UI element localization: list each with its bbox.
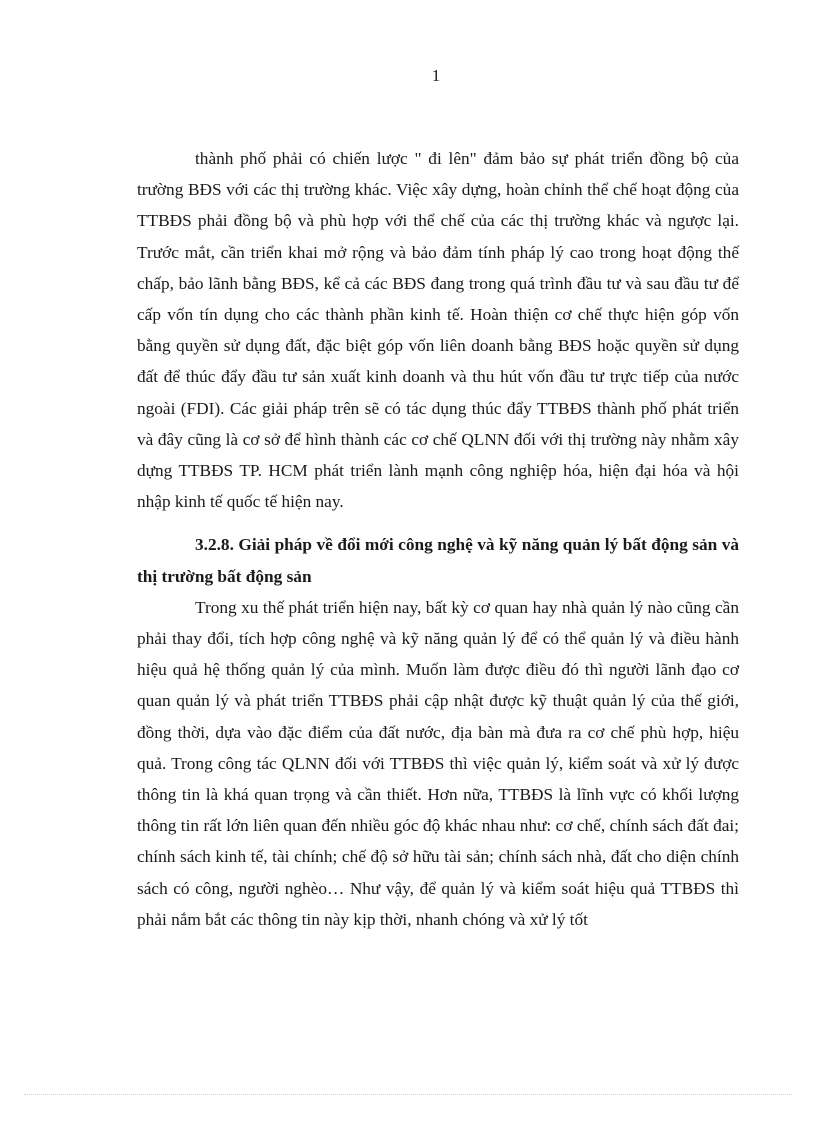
document-body	[137, 143, 739, 935]
footer-divider	[24, 1094, 792, 1095]
paragraph-intro: thành phố phải có chiến lược " đi lên" đảm bảo sự phát triển đồng bộ của trường BĐS với các thị trường khác. Việc xây dựng, hoàn chỉnh thể chế hoạt động của TTBĐS phải đồng bộ và phù hợp với thể chế của các thị trường khác và ngược lại. Trước mắt, cần triển khai mở rộng và bảo đảm tính pháp lý cao trong hoạt động thế chấp, bảo lãnh bằng BĐS, kể cả các BĐS đang trong quá trình đầu tư và sau đầu tư để cấp vốn tín dụng cho các thành phần kinh tế. Hoàn thiện cơ chế thực hiện góp vốn bằng quyền sử dụng đất, đặc biệt góp vốn liên doanh bằng BĐS hoặc quyền sử dụng đất để thúc đẩy đầu tư sản xuất kinh doanh và thu hút vốn đầu tư trực tiếp của nước ngoài (FDI). Các giải pháp trên sẽ có tác dụng thúc đẩy TTBĐS thành phố phát triển và đây cũng là cơ sở để hình thành các cơ chế QLNN đối với thị trường này nhằm xây dựng TTBĐS TP. HCM phát triển lành mạnh công nghiệp hóa, hiện đại hóa và hội nhập kinh tế quốc tế hiện nay.	[137, 149, 739, 512]
page-number: 1	[431, 66, 441, 85]
paragraph-technology: Trong xu thế phát triển hiện nay, bất kỳ cơ quan hay nhà quản lý nào cũng cần phải thay đổi, tích hợp công nghệ và kỹ năng quản lý để có thể quản lý và điều hành hiệu quả hệ thống quản lý của mình. Muốn làm được điều đó thì người lãnh đạo cơ quan quản lý và phát triển TTBĐS phải cập nhật được kỹ thuật quản lý của thế giới, đồng thời, dựa vào đặc điểm của đất nước, địa bàn mà đưa ra cơ chế phù hợp, hiệu quả. Trong công tác QLNN đối với TTBĐS thì việc quản lý, kiểm soát và xử lý được thông tin là khá quan trọng và cần thiết. Hơn nữa, TTBĐS là lĩnh vực có khối lượng thông tin rất lớn liên quan đến nhiều góc độ khác nhau như: cơ chế, chính sách đất đai; chính sách kinh tế, tài chính; chế độ sở hữu tài sản; chính sách nhà, đất cho diện chính sách có công, người nghèo… Như vậy, để quản lý và kiểm soát hiệu quả TTBĐS thì phải nắm bắt các thông tin này kịp thời, nhanh chóng và xử lý tốt	[137, 597, 739, 929]
section-heading-3-2-8: 3.2.8. Giải pháp về đổi mới công nghệ và kỹ năng quản lý bất động sản và thị trường bất động sản	[137, 535, 739, 586]
